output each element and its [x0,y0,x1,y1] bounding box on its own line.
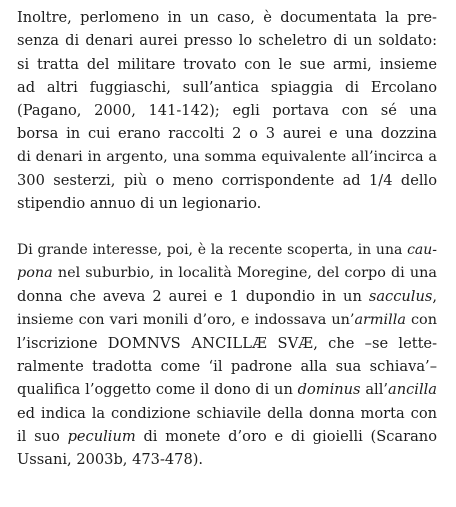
text-run: di monete d’oro e di gioielli (Scarano [135,428,437,446]
text-line [17,309,437,332]
italic-term: peculium [67,428,136,446]
italic-term: ancilla [388,381,437,399]
text-line: 300 sesterzi, più o meno corrispondente ad 1/4 dello [17,172,437,190]
paragraph-aurei-soldato [17,6,437,216]
text-line: di denari in argento, una somma equivalente all’incirca a [17,148,437,165]
paragraph-spacer [17,216,437,239]
document-page [17,6,437,472]
text-line: stipendio annuo di un legionario. [17,195,262,213]
text-line: ad altri fuggiaschi, sull’antica spiaggia di Ercolano [17,78,437,96]
text-line: ralmente tradotta come ‘il padrone alla sua schiava’– [17,358,437,376]
text-line [17,332,437,355]
inscription-text: DOMNVS ANCILLÆ SVÆ [107,334,314,352]
italic-term: cau- [407,241,437,258]
text-line [17,262,437,285]
italic-term: pona [17,264,53,281]
text-run: nel suburbio, in località Moregine, del corpo di una [52,264,437,281]
paragraph-moregine [17,239,437,472]
text-line: Ussani, 2003b, 473-478). [17,451,204,469]
text-line: borsa in cui erano raccolti 2 o 3 aurei e una dozzina [17,125,437,143]
text-run: all’ [360,381,388,399]
text-line [17,239,437,262]
text-run: , che –se lette- [313,334,437,352]
italic-term: dominus [297,381,361,399]
text-line [17,285,437,308]
text-line: (Pagano, 2000, 141-142); egli portava con sé una [17,102,437,120]
text-line: si tratta del militare trovato con le sue armi, insieme [17,55,437,73]
text-line: ed indica la condizione schiavile della donna morta con [17,404,437,422]
text-run: l’iscrizione [17,334,108,352]
text-line: Inoltre, perlomeno in un caso, è documentata la pre- [17,9,437,26]
text-run: il suo [17,428,68,446]
text-run: Di grande interesse, poi, è la recente scoperta, in una [17,241,408,258]
italic-term: armilla [354,311,406,328]
text-run: donna che aveva 2 aurei e 1 dupondio in un [17,288,369,306]
text-line [17,378,437,401]
text-run: , [432,288,437,306]
text-line [17,425,437,448]
text-run: insieme con vari monili d’oro, e indossava un’ [17,311,355,328]
text-line: senza di denari aurei presso lo scheletro di un soldato: [17,32,437,50]
text-run: con [405,311,437,328]
italic-term: sacculus [368,288,433,306]
text-run: qualifica l’oggetto come il dono di un [17,381,298,399]
